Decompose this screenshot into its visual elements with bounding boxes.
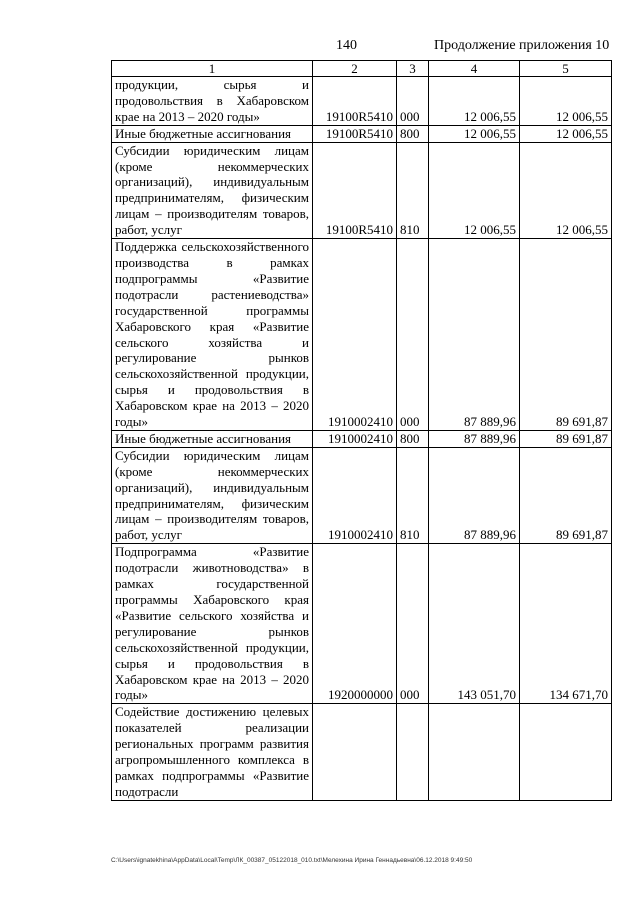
row-name: продукции, сырья и продовольствия в Хабаровском крае на 2013 – 2020 годы» (112, 77, 313, 126)
table-row (112, 125, 612, 142)
target-article-code: 1910002410 (313, 239, 397, 431)
row-name: Поддержка сельскохозяйственного производства в рамках подпрограммы «Развитие подотрасли растениеводства» государственной программы Хабаровского края «Развитие сельского хозяйства и регулирование рынков сельскохозяйственной продукции, сырья и продовольствия в Хабаровском крае на 2013 – 2020 годы» (112, 239, 313, 431)
amount-column-4: 87 889,96 (429, 447, 520, 543)
amount-column-5: 89 691,87 (520, 239, 612, 431)
expense-type-code: 800 (397, 430, 429, 447)
row-name: Содействие достижению целевых показателей реализации региональных программ развития агропромышленного комплекса в рамках подпрограммы «Развитие подотрасли (112, 704, 313, 800)
amount-column-5: 89 691,87 (520, 430, 612, 447)
table-row (112, 77, 612, 126)
amount-column-4: 87 889,96 (429, 430, 520, 447)
expense-type-code: 000 (397, 239, 429, 431)
column-header: 5 (520, 61, 612, 77)
table-row (112, 704, 612, 800)
column-header: 2 (313, 61, 397, 77)
table-row (112, 430, 612, 447)
target-article-code: 19100R5410 (313, 77, 397, 126)
amount-column-4: 12 006,55 (429, 125, 520, 142)
table-header-row (112, 61, 612, 77)
row-name: Субсидии юридическим лицам (кроме некоммерческих организаций), индивидуальным предпринимателям, физическим лицам – производителям товаров, работ, услуг (112, 142, 313, 238)
expense-type-code: 000 (397, 544, 429, 704)
page-number: 140 (336, 38, 357, 53)
column-header: 3 (397, 61, 429, 77)
amount-column-4: 143 051,70 (429, 544, 520, 704)
table-row (112, 544, 612, 704)
budget-table (111, 60, 612, 801)
target-article-code: 19100R5410 (313, 142, 397, 238)
appendix-continuation-label: Продолжение приложения 10 (434, 38, 610, 53)
target-article-code: 1910002410 (313, 447, 397, 543)
row-name: Подпрограмма «Развитие подотрасли животноводства» в рамках государственной программы Хабаровского края «Развитие сельского хозяйства и регулирование рынков сельскохозяйственной продукции, сырья и продовольствия в Хабаровском крае на 2013 – 2020 годы» (112, 544, 313, 704)
table-row (112, 447, 612, 543)
target-article-code: 19100R5410 (313, 125, 397, 142)
table-row (112, 239, 612, 431)
amount-column-4: 12 006,55 (429, 77, 520, 126)
expense-type-code (397, 704, 429, 800)
expense-type-code: 810 (397, 142, 429, 238)
expense-type-code: 810 (397, 447, 429, 543)
target-article-code (313, 704, 397, 800)
target-article-code: 1920000000 (313, 544, 397, 704)
amount-column-4: 12 006,55 (429, 142, 520, 238)
amount-column-5 (520, 704, 612, 800)
file-path-footer: C:\Users\ignatekhina\AppData\Local\Temp\ЛК_00387_05122018_010.txt\Мелехина Ирина Геннадьевна\06.12.2018 9:49:50 (111, 857, 473, 864)
amount-column-5: 12 006,55 (520, 125, 612, 142)
column-header: 4 (429, 61, 520, 77)
amount-column-5: 134 671,70 (520, 544, 612, 704)
amount-column-4: 87 889,96 (429, 239, 520, 431)
row-name: Иные бюджетные ассигнования (112, 430, 313, 447)
row-name: Иные бюджетные ассигнования (112, 125, 313, 142)
amount-column-4 (429, 704, 520, 800)
target-article-code: 1910002410 (313, 430, 397, 447)
row-name: Субсидии юридическим лицам (кроме некоммерческих организаций), индивидуальным предпринимателям, физическим лицам – производителям товаров, работ, услуг (112, 447, 313, 543)
amount-column-5: 12 006,55 (520, 142, 612, 238)
column-header: 1 (112, 61, 313, 77)
amount-column-5: 89 691,87 (520, 447, 612, 543)
expense-type-code: 000 (397, 77, 429, 126)
expense-type-code: 800 (397, 125, 429, 142)
table-row (112, 142, 612, 238)
amount-column-5: 12 006,55 (520, 77, 612, 126)
